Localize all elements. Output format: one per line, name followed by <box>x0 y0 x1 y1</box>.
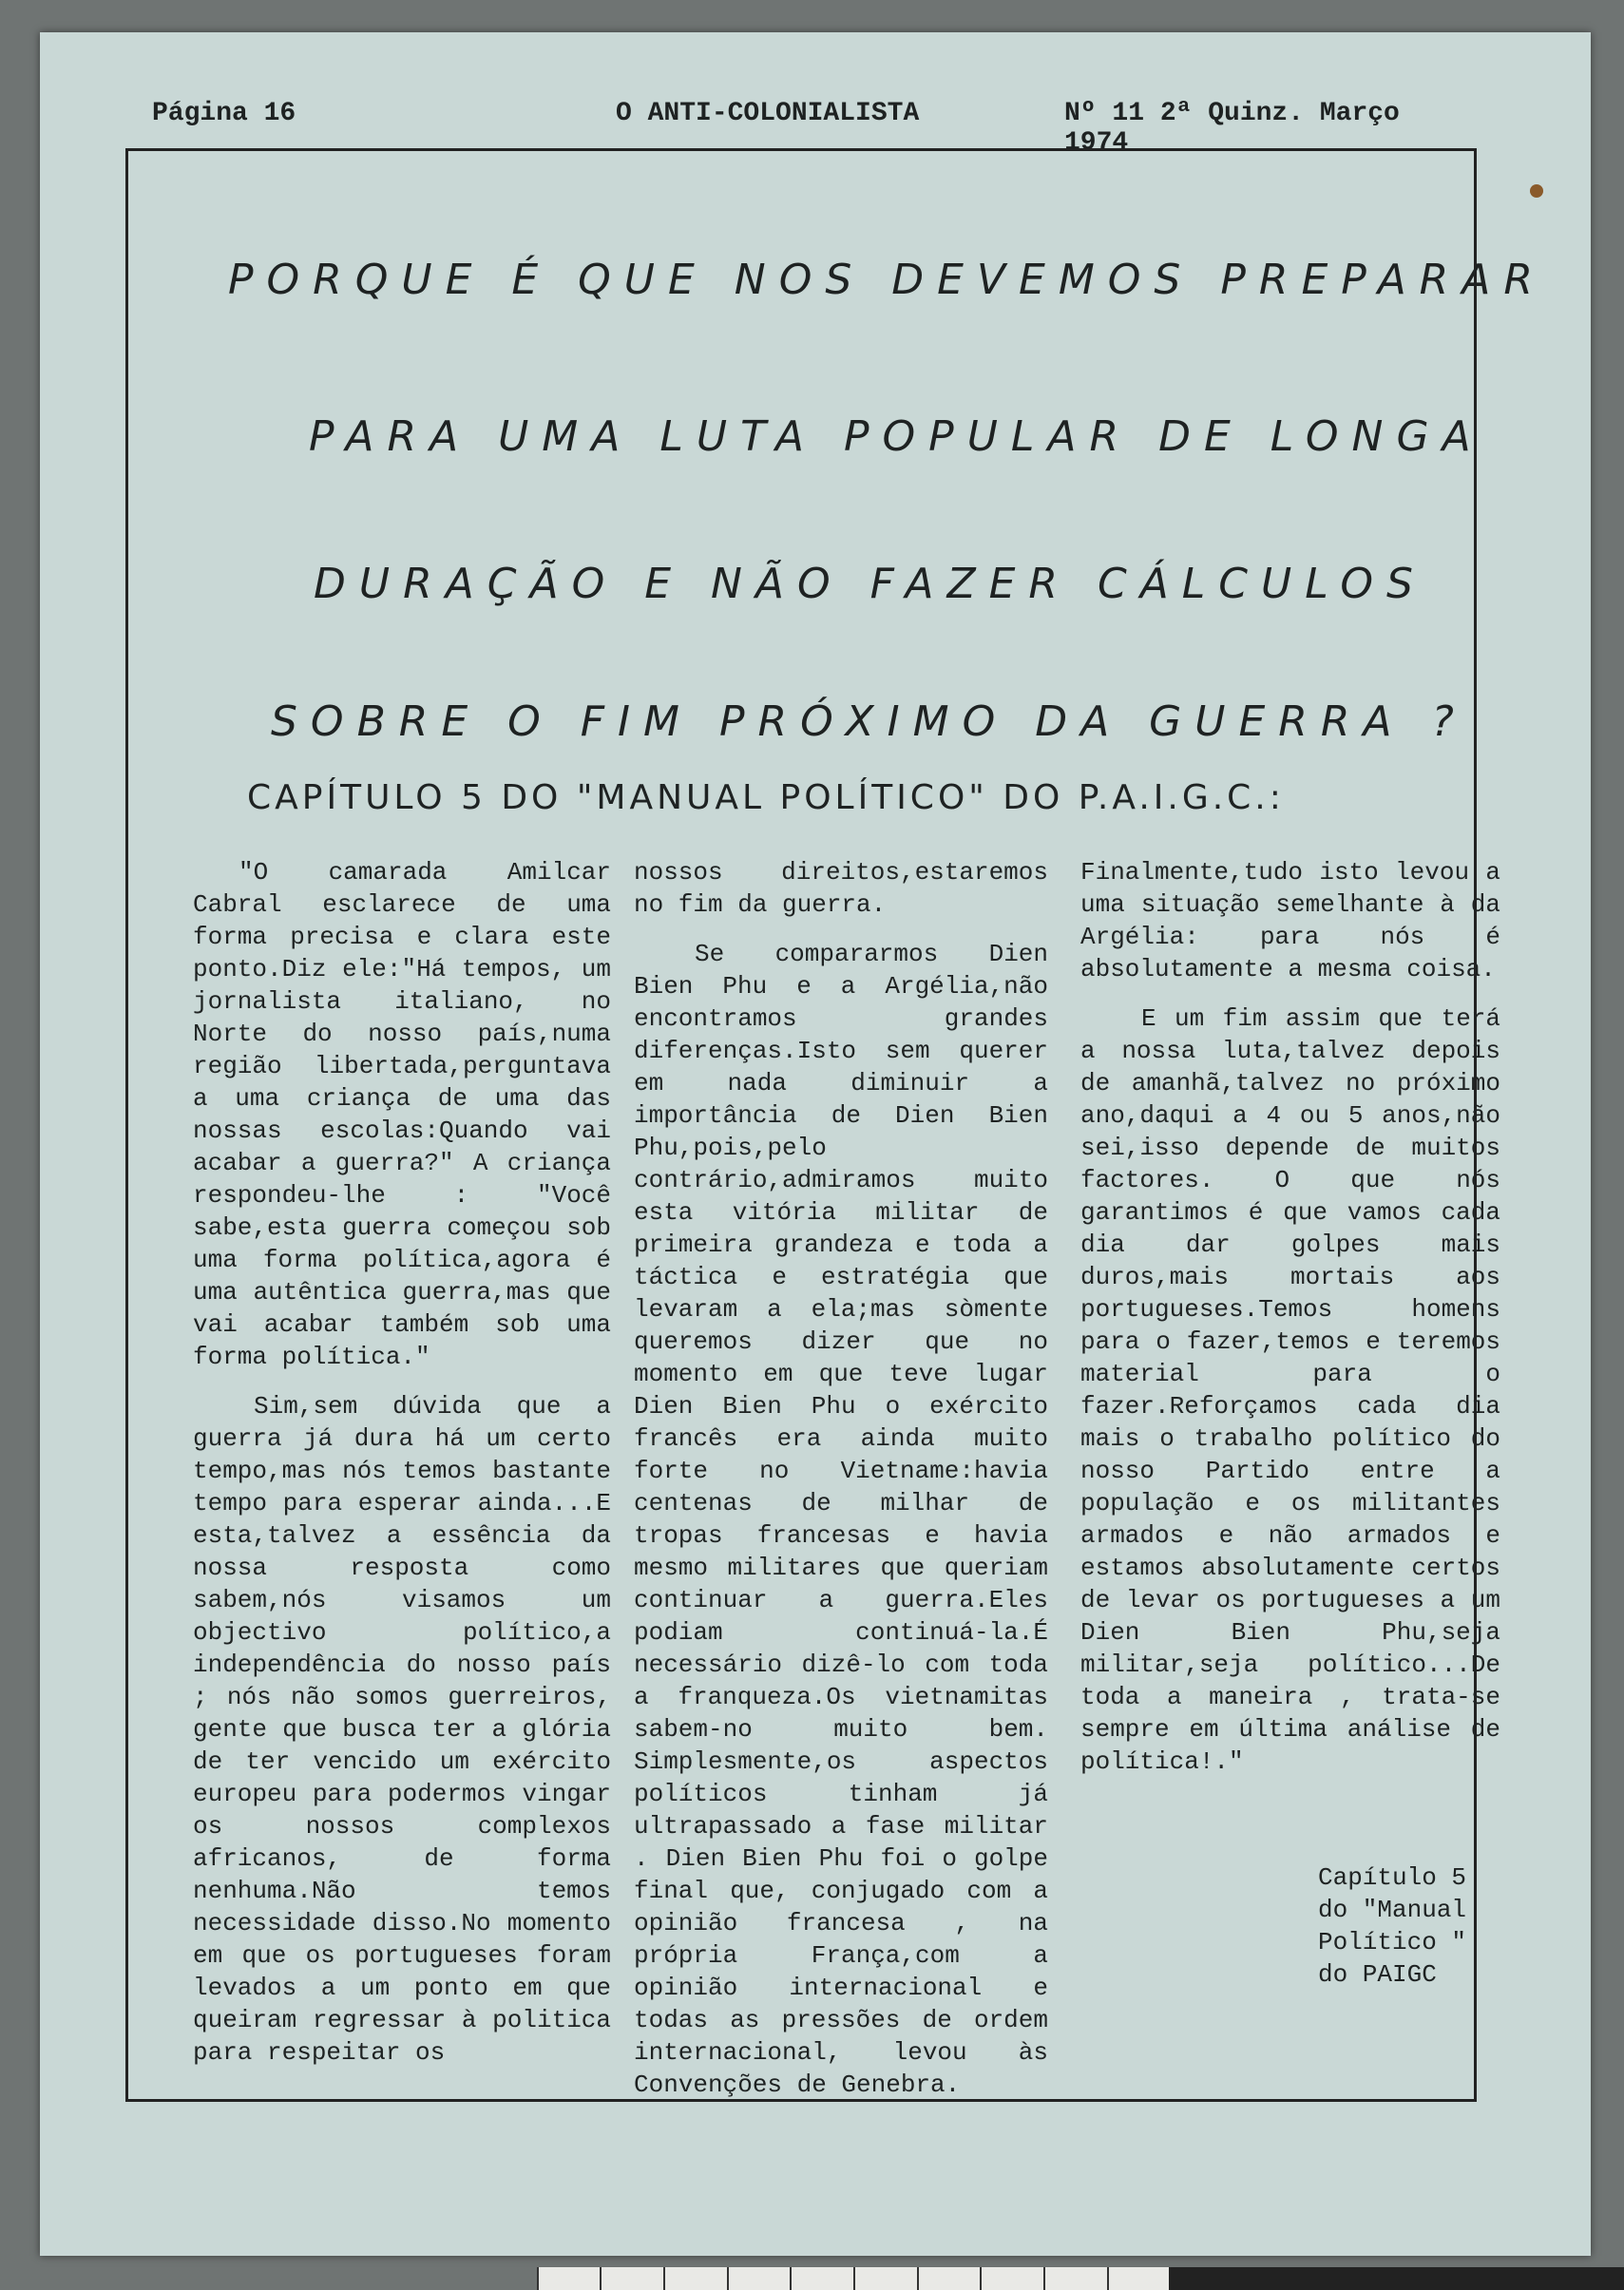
paragraph: E um fim assim que terá a nossa luta,talvez depois de amanhã,talvez no próximo ano,daqui a 4 ou 5 anos,não sei,isso depende de muitos factores. O que nós garantimos é que vamos cada dia dar golpes mais duros,mais mortais aos portugueses.Temos homens para o fazer,temos e teremos material para o fazer.Reforçamos cada dia mais o trabalho político do nosso Partido entre a população e os militantes armados e não armados e estamos absolutamente certos de levar os portugueses a um Dien Bien Phu,seja militar,seja político...De toda a maneira , trata-se sempre em última análise de política!." <box>1080 1004 1500 1776</box>
publication-name: O ANTI-COLONIALISTA <box>616 99 920 128</box>
page-number: Página 16 <box>152 99 296 128</box>
signature-line: do PAIGC <box>1318 1960 1437 1989</box>
article-frame <box>125 148 1546 2102</box>
signature-line: do "Manual <box>1318 1896 1467 1924</box>
scale-ruler <box>537 2267 1624 2290</box>
text-column-3 <box>1080 856 1500 1795</box>
text-column-1 <box>193 856 611 2086</box>
paragraph: Sim,sem dúvida que a guerra já dura há um certo tempo,mas nós temos bastante tempo para esperar ainda...E esta,talvez a essência da nossa resposta como sabem,nós visamos um objectivo político,a independência do nosso país ; nós não somos guerreiros, gente que busca ter a glória de ter vencido um exército europeu para podermos vingar os nossos complexos africanos, de forma nenhuma.Não temos necessidade disso.No momento em que os portugueses foram levados a um ponto em que queiram regressar à politica para respeitar os <box>193 1392 611 2067</box>
chapter-subtitle: CAPÍTULO 5 DO "MANUAL POLÍTICO" DO P.A.I.G.C.: <box>247 778 1285 817</box>
signature-line: Capítulo 5 <box>1318 1863 1467 1892</box>
page-header <box>152 99 1448 158</box>
source-signature <box>1318 1861 1499 1991</box>
signature-line: Político " <box>1318 1928 1467 1956</box>
text-column-2 <box>634 856 1048 2118</box>
title-line-2: PARA UMA LUTA POPULAR DE LONGA <box>309 412 1484 461</box>
stain-mark <box>1530 184 1543 198</box>
document-page <box>40 32 1591 2256</box>
title-line-3: DURAÇÃO E NÃO FAZER CÁLCULOS <box>314 560 1426 608</box>
paragraph: nossos direitos,estaremos no fim da guerra. <box>634 858 1048 919</box>
paragraph: "O camarada Amilcar Cabral esclarece de uma forma precisa e clara este ponto.Diz ele:"Há tempos, um jornalista italiano, no Norte do nosso país,numa região libertada,perguntava a uma criança de uma das nossas escolas:Quando vai acabar a guerra?" A criança respondeu-lhe : "Você sabe,esta guerra começou sob uma forma política,agora é uma autêntica guerra,mas que vai acabar também sob uma forma política." <box>193 858 611 1371</box>
paragraph: Finalmente,tudo isto levou a uma situação semelhante à da Argélia: para nós é absolutamente a mesma coisa. <box>1080 858 1500 983</box>
paragraph: Se compararmos Dien Bien Phu e a Argélia,não encontramos grandes diferenças.Isto sem querer em nada diminuir a importância de Dien Bien Phu,pois,pelo contrário,admiramos muito esta vitória militar de primeira grandeza e toda a táctica e estratégia que levaram a ela;mas sòmente queremos dizer que no momento em que teve lugar Dien Bien Phu o exército francês era ainda muito forte no Vietname:havia centenas de milhar de tropas francesas e havia mesmo militares que queriam continuar a guerra.Eles podiam continuá-la.É necessário dizê-lo com toda a franqueza.Os vietnamitas sabem-no muito bem. Simplesmente,os aspectos políticos tinham já ultrapassado a fase militar . Dien Bien Phu foi o golpe final que, conjugado com a opinião francesa , na própria França,com a opinião internacional e todas as pressões de ordem internacional, levou às Convenções de Genebra. <box>634 940 1048 2099</box>
issue-info: Nº 11 2ª Quinz. Março 1974 <box>1064 99 1400 158</box>
title-line-4: SOBRE O FIM PRÓXIMO DA GUERRA ? <box>271 697 1467 746</box>
title-line-1: PORQUE É QUE NOS DEVEMOS PREPARAR <box>228 256 1546 304</box>
